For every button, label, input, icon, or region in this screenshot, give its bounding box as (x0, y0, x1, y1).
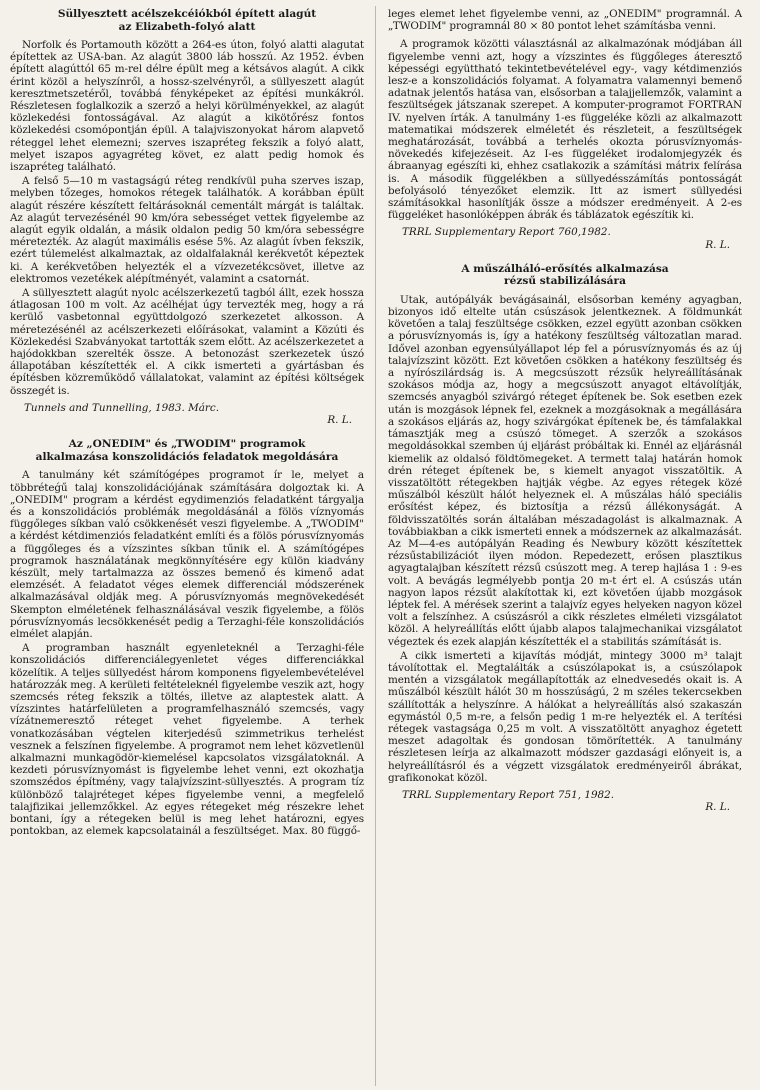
title-line: Az „ONEDIM" és „TWODIM" programok (68, 438, 306, 451)
paragraph: A felső 5—10 m vastagságú réteg rendkívül puha szerves iszap, melyben tőzeges, homokos rétegek találhatók. A korábban épült alagút részére készített feltárásoknál cementált márgát is találtak. Az alagút tervezésénél 90 km/óra sebességet vettek figyelembe az alagút egyik oldalán, a másik oldalon pedig 50 km/óra sebességre méretezték. Az alagút maximális esése 5%. Az alagút ívben fekszik, ezért túlemelést alkalmaztak, az oldalfalaknál kerékvetőt képeztek ki. A kerékvetőben helyezték el a vízvezetékcsövet, illetve az elektromos vezetékek alépítményét, valamint a csatornát. (10, 175, 364, 285)
article-title (18, 8, 356, 33)
paragraph: A tanulmány két számítógépes programot ír le, melyet a többréteǵű talaj konszolidációjának számítására dolgoztak ki. A „ONEDIM" program a kérdést egydimenziós feladatként tárgyalja és a konszolidációs problémák megoldásánál a fölös víznyomás függőleges síkban való csökkenését veszi figyelembe. A „TWODIM" a kérdést kétdimenziós feladatként említi és a fölös pórusvíznyomás a függőleges és a vízszintes síkban tűnik el. A számítógépes programok használatának megkönnyítésére egy külön kiadvány készült, mely tartalmazza az összes bemenő és kimenő adat elemzését. A feladatot véges elemek differenciál módszerének alkalmazásával oldják meg. A pórusvíznyomás megnövekedését Skempton elméletének felhasználásával veszik figyelembe, a fölös pórusvíznyomás lecsökkenését pedig a Terzaghi-féle konszolidációs elmélet alapján. (10, 469, 364, 640)
paragraph: Utak, autópályák bevágásainál, elsősorban kemény agyagban, bizonyos idő eltelte után csúszások jelentkeznek. A földmunkát követően a talaj feszültsége csökken, ezzel együtt azonban csökken a pórusvíznyomás is, így a hatékony feszültség változatlan marad. Idővel azonban egyensúlyállapot lép fel a pórusvíznyomás és az új talajvízszint között. Ezt követően csökken a hatékony feszültség és a nyírószilárdság is. A megcsúszott rézsűk helyreállításának szokásos módja az, hogy a megcsúszott anyagot eltávolítják, szemcsés anyagból szivárgó réteget építenek be. Sok esetben ezek után is mozgások lépnek fel, ezeknek a mozgásoknak a megállására a szokásos eljárás az, hogy szivárgókat építenek be, és támfalakkal támasztják meg a csúszó tömeget. A szerzők a szokásos megoldásokkal szemben új eljárást próbáltak ki. Ennél az eljárásnál kiemelik az oldalsó földtömegeket. A termett talaj határán homok drén réteget építenek be, s kiemelt anyagot visszatöltik. A visszatöltött rétegekben hajtják végbe. Az egyes rétegek közé műszálból készült hálót helyeznek el. A műszálas háló speciális erősítést képez, és biztosítja a rézsű állékonyságát. A földvisszatöltés során általában mészadagolást is alkalmaznak. A továbbiakban a cikk ismerteti ennek a módszernek az alkalmazását. Az M—4-es autópályán Reading és Newbury között készítettek rézsűstabilizációt ilyen módon. Repedezett, erősen plasztikus agyagtalajban készített rézsű csúszott meg. A terep hajlása 1 : 9-es volt. A bevágás legmélyebb pontja 20 m-t ért el. A csúszás után nagyon lapos rézsűt alakítottak ki, ezt követően újabb mozgások léptek fel. A mérések szerint a talajvíz egyes helyeken nagyon közel volt a felszínhez. A csúszásról a cikk részletes elméleti vizsgálatot közöl. A helyreállítás előtt újabb alapos talajmechanikai vizsgálatot végeztek és ezek alapján készítették el a stabilitás számítását is. (388, 293, 742, 648)
article-onedim-twodim (10, 438, 364, 837)
article-title (396, 263, 734, 288)
source-citation: Tunnels and Tunnelling, 1983. Márc. (24, 401, 220, 414)
author-signature: R. L. (705, 801, 730, 814)
article-onedim-continuation (388, 8, 742, 251)
title-line: rézsű stabilizálására (504, 275, 626, 288)
article-geogrid-slope (388, 263, 742, 814)
author-signature: R. L. (705, 238, 730, 251)
source-citation: TRRL Supplementary Report 751, 1982. (402, 788, 615, 801)
title-line: Süllyesztett acélszekcéiókból épített alagút (57, 8, 317, 20)
paragraph: A süllyesztett alagút nyolc acélszerkezetű tagból állt, ezek hossza átlagosan 100 m volt. Az acélhéjat úgy tervezték meg, hogy a rá kerülő vasbetonnal együttdolgozó szerkezetet alkosson. A méretezésénél az acélszerkezeti előírásokat, valamint a Közúti és Közlekedési Szabványokat tartották szem előtt. Az acélszerkezetet a hajódokkban szerelték össze. A betonozást szerkezetek úszó állapotában készítették el. A cikk ismerteti a gyártásban és építésben közreműködő vállalatokat, valamint az építési költségek összegét is. (10, 287, 364, 397)
title-line: az Elizabeth-folyó alatt (118, 20, 256, 33)
title-line: A műszálháló-erősítés alkalmazása (461, 262, 669, 275)
article-tunnel (10, 8, 364, 426)
title-line: alkalmazása konszolidációs feladatok megoldására (35, 450, 339, 463)
author-signature: R. L. (327, 414, 352, 427)
paragraph: leges elemet lehet figyelembe venni, az „ONEDIM" programnál. A „TWODIM" programnál 80 × 80 pontot lehet számításba venni. (388, 8, 742, 33)
source-citation: TRRL Supplementary Report 760,1982. (402, 226, 611, 239)
column-divider (375, 6, 376, 1086)
paragraph: A programban használt egyenleteknél a Terzaghi-féle konszolidációs differenciálegyenletet véges differenciákkal közelítik. A teljes süllyedést három komponens figyelembevételével határozzák meg. A kerületi feltételeknél figyelembe veszik azt, hogy szemcsés réteg fekszik a töltés, illetve az alaptestek alatt. A vízszintes határfelületen a programfelhasználó szemcsés, vagy vízátnemeresztő réteget vehet figyelembe. A terhek vonatkozásában végtelen kiterjedésű szimmetrikus terhelést vesznek a felszínen figyelembe. A programot nem lehet közvetlenül alkalmazni munkagödör-kiemelésel kapcsolatos vizsgálatoknál. A kezdeti pórusvíznyomást is figyelembe lehet venni, ezt okozhatja szomszédos építmény, vagy talajvízszint-süllyesztés. A program tíz különböző talajréteget képes figyelembe venni, a megfelelő talajfizikai jellemzőkkel. Az egyes rétegeket még részekre lehet bontani, így a rétegeken belül is meg lehet határozni, egyes pontokban, az elemek kapcsolatainál a feszültséget. Max. 80 függő- (10, 642, 364, 838)
right-column (388, 8, 742, 825)
article-title (18, 438, 356, 463)
left-column (10, 8, 364, 849)
paragraph: A cikk ismerteti a kijavítás módját, mintegy 3000 m³ talajt távolítottak el. Megtalálták a csúszólapokat is, a csúszólapok mentén a vizsgálatok megállapították az elnedvesedés okait is. A műszálból készült hálót 30 m hosszúságú, 2 m széles tekercsekben szállították a helyszínre. A hálókat a helyreállítás alsó szakaszán egymástól 0,5 m-re, a felsőn pedig 1 m-re helyezték el. A terítési rétegek vastagsága 0,25 m volt. A visszatöltött anyaghoz égetett meszet adagoltak és gondosan tömörítették. A tanulmány részletesen leírja az alkalmazott módszer gazdasági előnyeit is, a helyreállításról és a végzett vizsgálatok eredményeiről ábrákat, grafikonokat közöl. (388, 649, 742, 784)
paragraph: A programok közötti választásnál az alkalmazónak módjában áll figyelembe venni azt, hogy a vízszintes és függőleges áteresztő képességi együttható tekintetbevételével egy-, vagy kétdimenziós lesz-e a konszolidációs folyamat. A folyamatra valamennyi bemenő adatnak jelentős hatása van, elsősorban a talajjellemzők, valamint a feszültségek játszanak szerepet. A komputer-programot FORTRAN IV. nyelven írták. A tanulmány 1-es függeléke közli az alkalmazott matematikai módszerek elméletét és részleteit, a feszültségek meghatározását, továbbá a terhelés okozta pórusvíznyomás-növekedés kifejezéseit. Az I-es függeléket irodalomjegyzék és ábraanyag egészíti ki, ehhez csatlakozik a számítási mátrix felírása is. A második függelékben a süllyedésszámítás pontosságát befolyásoló tényezőket elemzik. Itt az ismert süllyedési számításokkal hasonlítják össze a módszer eredményeit. A 2-es függeléket hasonlóképpen ábrák és táblázatok egészítik ki. (388, 38, 742, 222)
paragraph: Norfolk és Portamouth között a 264-es úton, folyó alatti alagutat építettek az USA-ban. Az alagút 3800 láb hosszú. Az 1952. évben épített alagúttól 65 m-rel délre épült meg a kétsávos alagút. A cikk érint közöl a helyszínről, a hossz-szelvényről, a süllyeszett alagút keresztmetszetéről, továbbá fényképeket az építési munkákról. Részletesen foglalkozik a szerző a helyi körülményekkel, az alagút közlekedési fontosságával. Az alagút a kikötőrész fontos közlekedési csomópontján épül. A talajviszonyokat három alapvető réteggel lehet elemezni; szerves iszapréteg fekszik a folyó alatt, melyet iszapos agyagréteg követ, ez alatt pedig homok és iszapréteg található. (10, 39, 364, 174)
